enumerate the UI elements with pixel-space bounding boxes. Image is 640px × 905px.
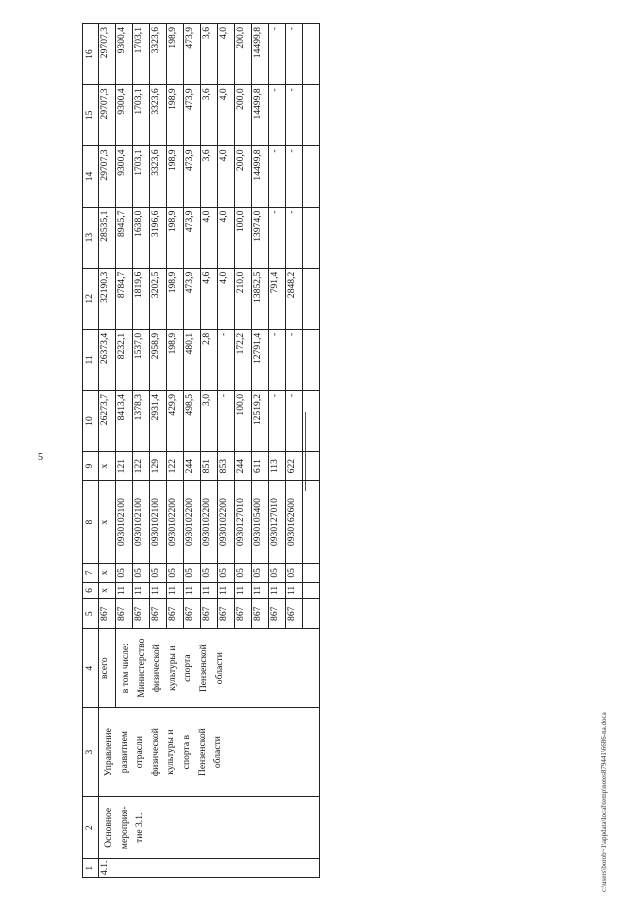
value-2015-cell: - (218, 329, 235, 390)
value-2019-cell: 29707,3 (99, 85, 116, 146)
empty-cell (303, 390, 320, 451)
value-2015-cell: 480,1 (184, 329, 201, 390)
measure-name-cell (99, 797, 320, 859)
text-line: Пензенской (196, 728, 208, 777)
value-2015-cell: - (269, 329, 286, 390)
gr-code-cell: 867 (116, 599, 133, 629)
value-2015-cell: 8232,1 (116, 329, 133, 390)
value-2019-cell: - (286, 85, 303, 146)
value-2017-cell: - (286, 207, 303, 268)
value-2014-cell: 429,9 (167, 390, 184, 451)
value-2019-cell: 473,9 (184, 85, 201, 146)
gr-code-cell: 867 (218, 599, 235, 629)
text-line: физической (151, 644, 163, 693)
header-cell: 2 (83, 797, 99, 859)
text-line: в том числе: (120, 643, 131, 694)
value-2017-cell: 8945,7 (116, 207, 133, 268)
empty-cell (303, 85, 320, 146)
header-cell: 13 (83, 207, 99, 268)
value-2016-cell: 2848,2 (286, 268, 303, 329)
section-cell: 11 (116, 582, 133, 599)
header-cell: 11 (83, 329, 99, 390)
value-2014-cell: - (269, 390, 286, 451)
value-2018-cell: 3,6 (201, 146, 218, 207)
value-2017-cell: 198,9 (167, 207, 184, 268)
funding-source-cell (116, 629, 320, 708)
value-2020-cell: 1703,1 (133, 24, 150, 85)
subsection-cell: 05 (269, 564, 286, 583)
subsection-cell: 05 (167, 564, 184, 583)
header-cell: 7 (83, 564, 99, 583)
value-2014-cell: - (286, 390, 303, 451)
value-2016-cell: 4,6 (201, 268, 218, 329)
empty-cell (303, 268, 320, 329)
header-cell: 10 (83, 390, 99, 451)
value-2020-cell: 9300,4 (116, 24, 133, 85)
gr-code-cell: 867 (235, 599, 252, 629)
text-line: области (212, 736, 224, 769)
total-label-cell: всего (99, 629, 116, 708)
value-2016-cell: 32190,3 (99, 268, 116, 329)
value-2016-cell: 8784,7 (116, 268, 133, 329)
empty-cell (303, 452, 320, 481)
subsection-cell: 05 (235, 564, 252, 583)
header-cell: 3 (83, 708, 99, 797)
value-2018-cell: 473,9 (184, 146, 201, 207)
value-2016-cell: 1819,6 (133, 268, 150, 329)
text-line: мероприя- (118, 806, 130, 850)
empty-cell (303, 564, 320, 583)
target-code-cell: 0930102100 (150, 481, 167, 564)
value-2015-cell: 172,2 (235, 329, 252, 390)
header-cell: 9 (83, 452, 99, 481)
text-line: тие 3.1. (134, 812, 146, 843)
subsection-cell: 05 (150, 564, 167, 583)
executor-cell (99, 708, 320, 797)
value-2016-cell: 473,9 (184, 268, 201, 329)
value-2018-cell: 198,9 (167, 146, 184, 207)
value-2014-cell: 3,0 (201, 390, 218, 451)
section-cell: 11 (218, 582, 235, 599)
section-cell: 11 (269, 582, 286, 599)
target-code-cell: 0930105400 (252, 481, 269, 564)
value-2015-cell: - (286, 329, 303, 390)
value-2014-cell: 100,0 (235, 390, 252, 451)
section-cell: 11 (150, 582, 167, 599)
text-line: Пензенской (197, 644, 209, 693)
target-code-cell: 0930102200 (167, 481, 184, 564)
header-cell: 4 (83, 629, 99, 708)
expense-type-cell: 129 (150, 452, 167, 481)
subsection-cell: 05 (201, 564, 218, 583)
value-2015-cell: 12791,4 (252, 329, 269, 390)
text-line: физической (149, 728, 161, 777)
gr-code-cell: 867 (184, 599, 201, 629)
value-2017-cell: 100,0 (235, 207, 252, 268)
value-2020-cell: 4,0 (218, 24, 235, 85)
value-2014-cell: 2931,4 (150, 390, 167, 451)
value-2018-cell: 14499,8 (252, 146, 269, 207)
footer-file-path: c:\users\borob~1\appdata\local\temp\notes879441\6686-na.doca (600, 712, 608, 892)
value-2020-cell: 200,0 (235, 24, 252, 85)
header-cell: 12 (83, 268, 99, 329)
header-cell: 16 (83, 24, 99, 85)
subsection-cell: x (99, 564, 116, 583)
value-2015-cell: 26373,4 (99, 329, 116, 390)
value-2014-cell: 8413,4 (116, 390, 133, 451)
value-2019-cell: - (269, 85, 286, 146)
value-2017-cell: 1638,0 (133, 207, 150, 268)
target-code-cell: 0930162600 (286, 481, 303, 564)
value-2014-cell: 12519,2 (252, 390, 269, 451)
budget-table-rotated (82, 23, 297, 878)
target-code-cell: 0930102200 (184, 481, 201, 564)
gr-code-cell: 867 (133, 599, 150, 629)
subsection-cell: 05 (286, 564, 303, 583)
section-cell: 11 (133, 582, 150, 599)
value-2019-cell: 4,0 (218, 85, 235, 146)
value-2017-cell: - (269, 207, 286, 268)
value-2018-cell: - (286, 146, 303, 207)
table-row (99, 24, 116, 878)
section-cell: 11 (201, 582, 218, 599)
section-cell: 11 (252, 582, 269, 599)
value-2015-cell: 198,9 (167, 329, 184, 390)
empty-cell (303, 582, 320, 599)
header-cell: 8 (83, 481, 99, 564)
gr-code-cell: 867 (269, 599, 286, 629)
value-2020-cell: 3323,6 (150, 24, 167, 85)
table-body (83, 24, 320, 878)
expense-type-cell: 244 (235, 452, 252, 481)
section-cell: 11 (184, 582, 201, 599)
value-2020-cell: 3,6 (201, 24, 218, 85)
value-2017-cell: 28535,1 (99, 207, 116, 268)
subsection-cell: 05 (116, 564, 133, 583)
value-2015-cell: 2958,9 (150, 329, 167, 390)
header-cell: 6 (83, 582, 99, 599)
value-2016-cell: 4,0 (218, 268, 235, 329)
text-line: Министерство (135, 638, 147, 698)
value-2019-cell: 14499,8 (252, 85, 269, 146)
empty-cell (303, 599, 320, 629)
section-cell: 11 (167, 582, 184, 599)
target-code-cell: 0930127010 (235, 481, 252, 564)
text-line: развитием (118, 731, 130, 774)
empty-cell (303, 24, 320, 85)
value-2019-cell: 3323,6 (150, 85, 167, 146)
value-2018-cell: 3323,6 (150, 146, 167, 207)
value-2016-cell: 3202,5 (150, 268, 167, 329)
value-2017-cell: 13974,0 (252, 207, 269, 268)
header-cell: 15 (83, 85, 99, 146)
value-2019-cell: 9300,4 (116, 85, 133, 146)
value-2019-cell: 198,9 (167, 85, 184, 146)
gr-code-cell: 867 (286, 599, 303, 629)
value-2018-cell: 4,0 (218, 146, 235, 207)
text-line: культуры и (166, 645, 178, 691)
budget-table (82, 23, 320, 878)
text-line: Управление (103, 728, 114, 777)
gr-code-cell: 867 (201, 599, 218, 629)
header-cell: 5 (83, 599, 99, 629)
value-2017-cell: 473,9 (184, 207, 201, 268)
expense-type-cell: 244 (184, 452, 201, 481)
value-2018-cell: 9300,4 (116, 146, 133, 207)
value-2018-cell: 29707,3 (99, 146, 116, 207)
section-cell: 11 (235, 582, 252, 599)
value-2014-cell: 498,5 (184, 390, 201, 451)
text-line: отрасли (134, 736, 146, 769)
target-code-cell: 0930102200 (201, 481, 218, 564)
item-number-cell: 4.1. (99, 859, 320, 878)
value-2014-cell: 26273,7 (99, 390, 116, 451)
empty-cell (303, 146, 320, 207)
target-code-cell: x (99, 481, 116, 564)
page-number: 5 (38, 452, 43, 463)
gr-code-cell: 867 (99, 599, 116, 629)
subsection-cell: 05 (184, 564, 201, 583)
value-2017-cell: 4,0 (218, 207, 235, 268)
value-2018-cell: 1703,1 (133, 146, 150, 207)
target-code-cell: 0930102100 (133, 481, 150, 564)
value-2016-cell: 210,0 (235, 268, 252, 329)
expense-type-cell: 121 (116, 452, 133, 481)
target-code-cell: 0930102200 (218, 481, 235, 564)
value-2020-cell: 473,9 (184, 24, 201, 85)
value-2016-cell: 13852,5 (252, 268, 269, 329)
expense-type-cell: 113 (269, 452, 286, 481)
value-2014-cell: - (218, 390, 235, 451)
header-row (83, 24, 99, 878)
section-cell: x (99, 582, 116, 599)
empty-cell (303, 329, 320, 390)
value-2020-cell: 14499,8 (252, 24, 269, 85)
value-2017-cell: 3196,6 (150, 207, 167, 268)
header-cell: 14 (83, 146, 99, 207)
expense-type-cell: 122 (167, 452, 184, 481)
gr-code-cell: 867 (150, 599, 167, 629)
value-2016-cell: 791,4 (269, 268, 286, 329)
expense-type-cell: 851 (201, 452, 218, 481)
target-code-cell: 0930127010 (269, 481, 286, 564)
expense-type-cell: 622 (286, 452, 303, 481)
empty-cell (303, 481, 320, 564)
value-2019-cell: 1703,1 (133, 85, 150, 146)
expense-type-cell: x (99, 452, 116, 481)
value-2015-cell: 2,8 (201, 329, 218, 390)
gr-code-cell: 867 (252, 599, 269, 629)
value-2020-cell: 198,9 (167, 24, 184, 85)
subsection-cell: 05 (252, 564, 269, 583)
value-2020-cell: - (269, 24, 286, 85)
value-2019-cell: 3,6 (201, 85, 218, 146)
text-line: спорта (182, 654, 194, 682)
subsection-cell: 05 (218, 564, 235, 583)
text-line: области (213, 652, 225, 685)
value-2014-cell: 1378,3 (133, 390, 150, 451)
expense-type-cell: 853 (218, 452, 235, 481)
value-2018-cell: - (269, 146, 286, 207)
subsection-cell: 05 (133, 564, 150, 583)
value-2020-cell: - (286, 24, 303, 85)
target-code-cell: 0930102100 (116, 481, 133, 564)
expense-type-cell: 611 (252, 452, 269, 481)
text-line: Основное (103, 807, 114, 848)
value-2019-cell: 200,0 (235, 85, 252, 146)
empty-cell (303, 207, 320, 268)
section-cell: 11 (286, 582, 303, 599)
value-2016-cell: 198,9 (167, 268, 184, 329)
header-cell: 1 (83, 859, 99, 878)
gr-code-cell: 867 (167, 599, 184, 629)
text-line: культуры и (165, 729, 177, 775)
value-2018-cell: 200,0 (235, 146, 252, 207)
value-2020-cell: 29707,3 (99, 24, 116, 85)
text-line: спорта в (180, 734, 192, 770)
expense-type-cell: 122 (133, 452, 150, 481)
value-2017-cell: 4,0 (201, 207, 218, 268)
value-2015-cell: 1537,0 (133, 329, 150, 390)
